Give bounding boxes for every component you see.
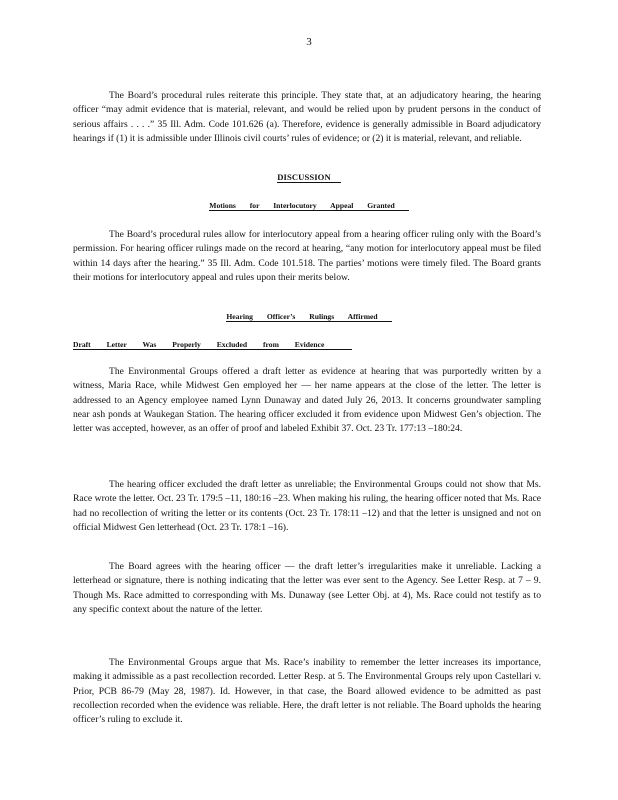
paragraph-procedural-rules: The Board’s procedural rules reiterate this principle. They state that, at an adjudicatory hearing, the hearing officer “may admit evidence that is material, relevant, and would be relied upon by prudent persons in the conduct of serious affairs . . . .” 35 Ill. Adm. Code 101.626 (a). Therefore, evidence is generally admissible in Board adjudicatory hearings if (1) it is admissible under Illinois civil courts’ rules of evidence; or (2) it is material, relevant, and reliable. (73, 90, 541, 144)
paragraph-board-agrees: The Board agrees with the hearing officer — the draft letter’s irregularities make it unreliable. Lacking a letterhead or signature, there is nothing indicating that the letter was ever sent to the Agency. See Letter Resp. at 7 – 9. Though Ms. Race admitted to corresponding with Ms. Dunaway (see Letter Obj. at 4), Ms. Race could not testify as to any specific context about the nature of the letter. (73, 561, 541, 615)
paragraph-draft-letter-offer: The Environmental Groups offered a draft letter as evidence at hearing that was purportedly written by a witness, Maria Race, while Midwest Gen employed her — her name appears at the close of the letter. The letter is addressed to an Agency employee named Lynn Dunaway and dated July 26, 2013. It concerns groundwater sampling near ash ponds at Waukegan Station. The hearing officer excluded it from evidence upon Midwest Gen’s objection. The letter was accepted, however, as an offer of proof and labeled Exhibit 37. Oct. 23 Tr. 177:13 –180:24. (73, 366, 541, 435)
heading-motions-granted: Motions for Interlocutory Appeal Granted (0, 201, 618, 211)
heading-discussion: DISCUSSION (0, 172, 618, 183)
heading-rulings-affirmed: Hearing Officer’s Rulings Affirmed (0, 312, 618, 322)
paragraph-interlocutory-appeal: The Board’s procedural rules allow for interlocutory appeal from a hearing officer ruling only with the Board’s permission. For hearing officer rulings made on the record at hearing, “any motion for interlocutory appeal must be filed within 14 days after the hearing.” 35 Ill. Adm. Code 101.518. The parties’ motions were timely filed. The Board grants their motions for interlocutory appeal and rules upon their merits below. (73, 229, 541, 283)
heading-draft-letter: Draft Letter Was Properly Excluded from Evidence (73, 340, 352, 350)
paragraph-hearing-officer-excluded: The hearing officer excluded the draft letter as unreliable; the Environmental Groups could not show that Ms. Race wrote the letter. Oct. 23 Tr. 179:5 –11, 180:16 –23. When making his ruling, the hearing officer noted that Ms. Race had no recollection of writing the letter or its contents (Oct. 23 Tr. 178:11 –12) and that the letter is unsigned and not on official Midwest Gen letterhead (Oct. 23 Tr. 178:1 –16). (73, 479, 541, 533)
page-number: 3 (306, 36, 312, 48)
paragraph-environmental-groups-argue: The Environmental Groups argue that Ms. Race’s inability to remember the letter increases its importance, making it admissible as a past recollection recorded. Letter Resp. at 5. The Environmental Groups rely upon Castellari v. Prior, PCB 86-79 (May 28, 1987). Id. However, in that case, the Board allowed evidence to be admitted as past recollection recorded when the evidence was reliable. Here, the draft letter is not reliable. The Board upholds the hearing officer’s ruling to exclude it. (73, 657, 541, 726)
